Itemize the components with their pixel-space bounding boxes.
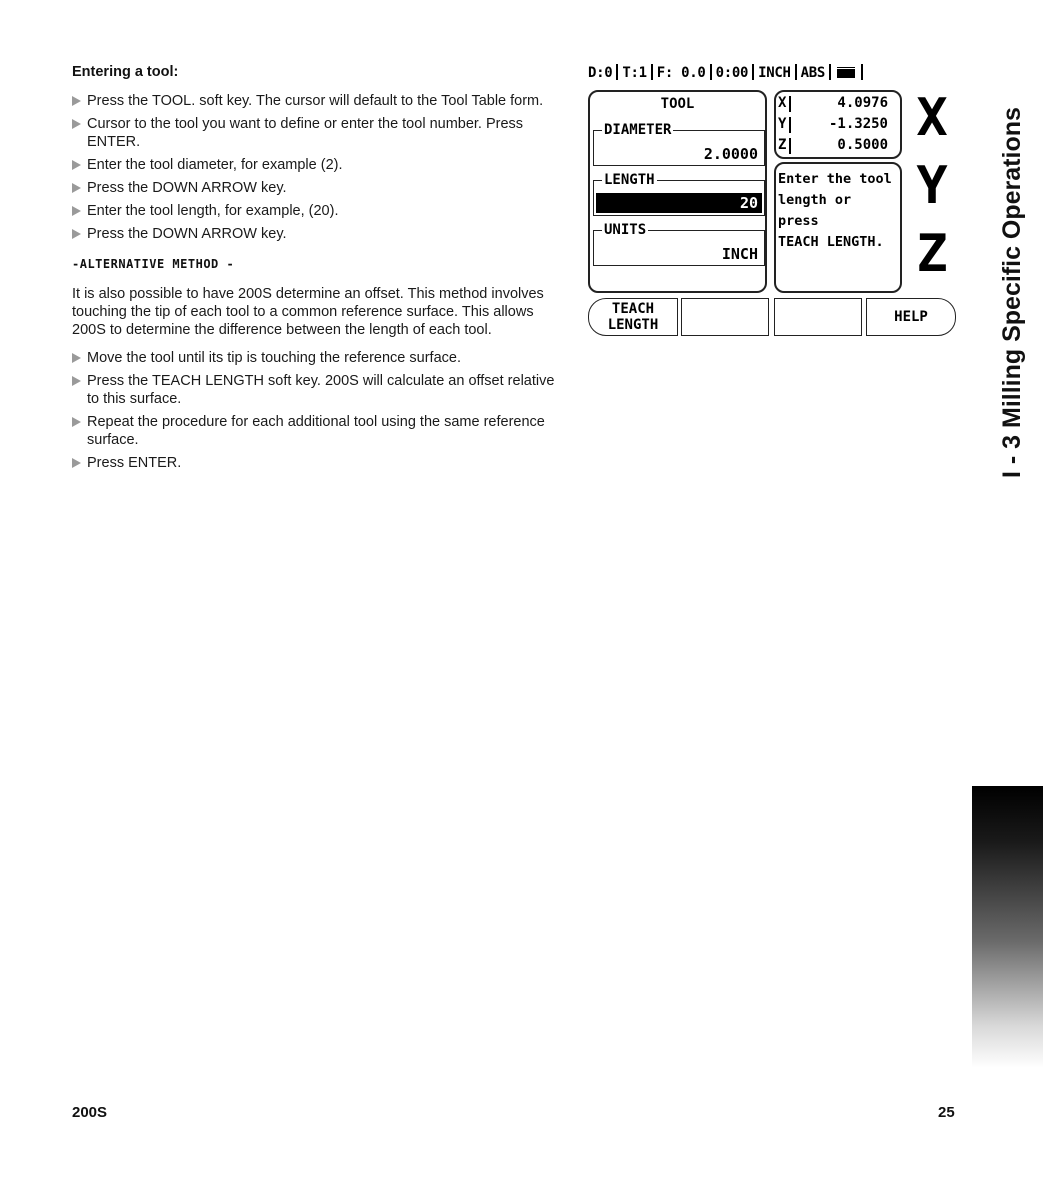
length-highlight bbox=[596, 193, 762, 213]
printer-icon bbox=[837, 66, 855, 78]
status-tool: T:1 bbox=[622, 65, 647, 81]
axis-value: 0.5000 bbox=[837, 137, 888, 153]
divider bbox=[861, 64, 863, 80]
length-field[interactable] bbox=[593, 172, 765, 216]
alternative-method-label: -ALTERNATIVE METHOD - bbox=[72, 257, 235, 271]
length-label: LENGTH bbox=[604, 172, 655, 188]
softkey-label-line: LENGTH bbox=[607, 317, 659, 333]
units-label: UNITS bbox=[604, 222, 647, 238]
step-item: Press the TOOL. soft key. The cursor will default to the Tool Table form. bbox=[72, 92, 562, 110]
bullet-triangle-icon bbox=[72, 119, 81, 129]
step-item: Enter the tool length, for example, (20). bbox=[72, 202, 562, 220]
chapter-title: I - 3 Milling Specific Operations bbox=[998, 107, 1026, 478]
divider bbox=[710, 64, 712, 80]
step-item: Press the DOWN ARROW key. bbox=[72, 225, 562, 243]
step-list-secondary bbox=[72, 349, 562, 472]
axis-key-x[interactable]: X bbox=[916, 88, 948, 148]
step-item: Press ENTER. bbox=[72, 454, 562, 472]
tool-form-panel bbox=[588, 90, 767, 293]
bullet-triangle-icon bbox=[72, 353, 81, 363]
axis-value: 4.0976 bbox=[837, 95, 888, 111]
message-panel: Enter the tool length or press TEACH LENGTH. bbox=[774, 162, 902, 293]
softkey-label bbox=[608, 301, 659, 333]
status-units: INCH bbox=[758, 65, 791, 81]
bullet-triangle-icon bbox=[72, 206, 81, 216]
divider bbox=[651, 64, 653, 80]
blank-softkey-3[interactable] bbox=[774, 298, 862, 336]
axis-label: X bbox=[778, 95, 787, 111]
method-paragraph: It is also possible to have 200S determine an offset. This method involves touching the tip of each tool to a common reference surface. This allows 200S to determine the difference between the length of each tool. bbox=[72, 286, 544, 338]
help-softkey[interactable]: HELP bbox=[866, 298, 956, 336]
step-item: Cursor to the tool you want to define or enter the tool number. Press ENTER. bbox=[72, 115, 562, 151]
status-time: 0:00 bbox=[715, 65, 749, 81]
step-list-primary bbox=[72, 92, 562, 243]
softkey-bar bbox=[588, 298, 956, 336]
bullet-triangle-icon bbox=[72, 96, 81, 106]
position-row-x bbox=[776, 94, 900, 114]
divider bbox=[795, 64, 797, 80]
bullet-triangle-icon bbox=[72, 160, 81, 170]
axis-key-z[interactable]: Z bbox=[916, 224, 948, 284]
axis-label: Z bbox=[778, 137, 787, 153]
axis-label: Y bbox=[778, 116, 787, 132]
axis-value: -1.3250 bbox=[828, 116, 888, 132]
bullet-triangle-icon bbox=[72, 183, 81, 193]
step-item: Press the TEACH LENGTH soft key. 200S will calculate an offset relative to this surface. bbox=[72, 372, 562, 408]
step-item: Move the tool until its tip is touching the reference surface. bbox=[72, 349, 562, 367]
blank-softkey-2[interactable] bbox=[681, 298, 769, 336]
step-item: Repeat the procedure for each additional tool using the same reference surface. bbox=[72, 413, 562, 449]
position-row-y bbox=[776, 115, 900, 135]
softkey-label-line: TEACH bbox=[611, 301, 655, 317]
status-mode: ABS bbox=[800, 65, 825, 81]
units-value: INCH bbox=[721, 245, 758, 263]
bullet-triangle-icon bbox=[72, 229, 81, 239]
tool-form-title: TOOL bbox=[660, 96, 695, 112]
position-row-z bbox=[776, 136, 900, 156]
status-feed: F: 0.0 bbox=[656, 65, 706, 81]
divider bbox=[616, 64, 618, 80]
page-number: 25 bbox=[938, 1104, 955, 1121]
units-field[interactable] bbox=[593, 222, 765, 266]
axis-key-y[interactable]: Y bbox=[916, 156, 948, 216]
position-panel bbox=[774, 90, 902, 159]
bullet-triangle-icon bbox=[72, 417, 81, 427]
teach-length-softkey[interactable] bbox=[588, 298, 678, 336]
divider bbox=[752, 64, 754, 80]
bullet-triangle-icon bbox=[72, 458, 81, 468]
diameter-label: DIAMETER bbox=[604, 122, 672, 138]
footer-product: 200S bbox=[72, 1104, 108, 1121]
step-item: Enter the tool diameter, for example (2). bbox=[72, 156, 562, 174]
dro-screen bbox=[586, 62, 958, 342]
status-bar bbox=[588, 64, 908, 86]
bullet-triangle-icon bbox=[72, 376, 81, 386]
divider bbox=[829, 64, 831, 80]
diameter-value: 2.0000 bbox=[703, 145, 758, 163]
diameter-field[interactable] bbox=[593, 122, 765, 166]
status-datum: D:0 bbox=[588, 65, 613, 81]
instruction-section bbox=[72, 64, 562, 477]
section-heading: Entering a tool: bbox=[72, 64, 179, 80]
step-item: Press the DOWN ARROW key. bbox=[72, 179, 562, 197]
length-value: 20 bbox=[739, 194, 758, 212]
thumb-index-tab bbox=[972, 786, 1043, 1068]
